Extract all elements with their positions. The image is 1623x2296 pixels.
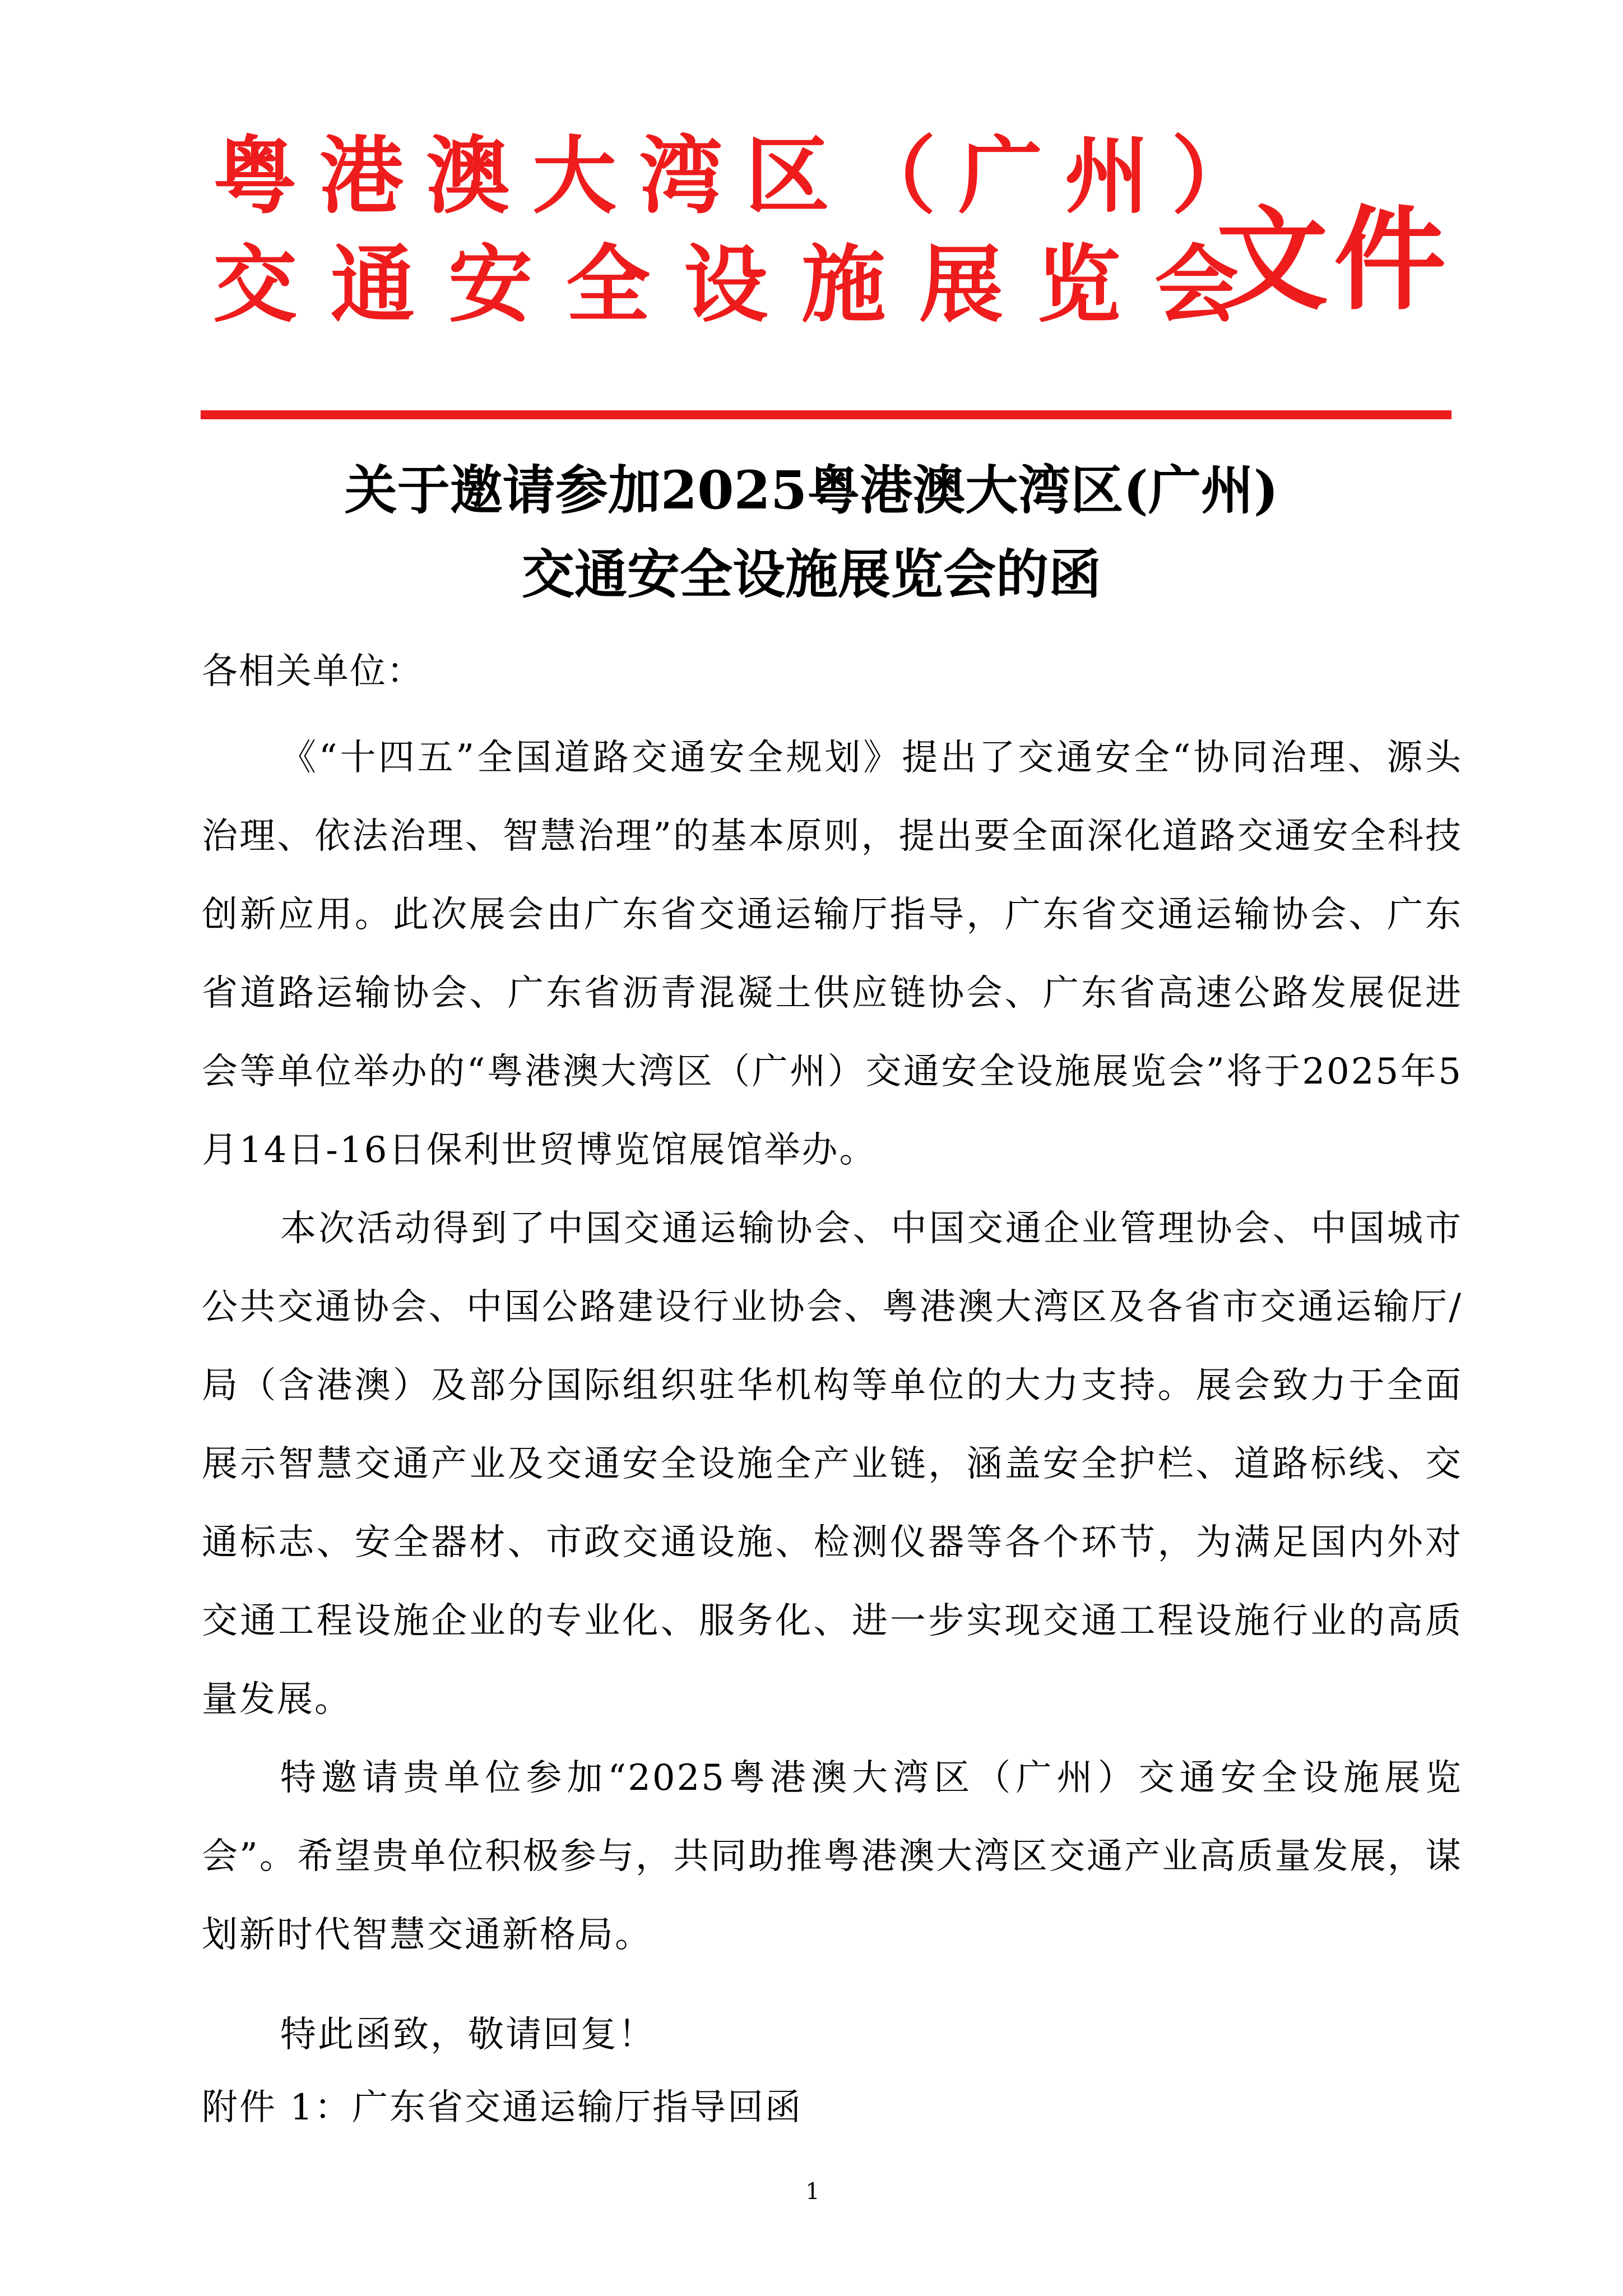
letter-body bbox=[202, 719, 1463, 1974]
salutation: 各相关单位： bbox=[202, 651, 424, 692]
document-title-line-2: 交通安全设施展览会的函 bbox=[521, 544, 1101, 605]
header-red-divider bbox=[201, 410, 1452, 419]
body-paragraph-3: 特邀请贵单位参加“2025粤港澳大湾区（广州）交通安全设施展览会”。希望贵单位积极参与，共同助推粤港澳大湾区交通产业高质量发展，谋划新时代智慧交通新格局。 bbox=[202, 1757, 1463, 1956]
header-org-line-1: 粤港澳大湾区（广州） bbox=[213, 128, 1278, 225]
header-document-type: 文件 bbox=[1216, 195, 1452, 326]
page-number: 1 bbox=[805, 2179, 820, 2205]
body-paragraph-1: 《“十四五”全国道路交通安全规划》提出了交通安全“协同治理、源头治理、依法治理、智慧治理”的基本原则，提出要全面深化道路交通安全科技创新应用。此次展会由广东省交通运输厅指导，广东省交通运输协会、广东省道路运输协会、广东省沥青混凝土供应链协会、广东省高速公路发展促进会等单位举办的“粤港澳大湾区（广州）交通安全设施展览会”将于2025年5月14日-16日保利世贸博览馆展馆举办。 bbox=[202, 737, 1463, 1171]
attachment-note: 附件 1：广东省交通运输厅指导回函 bbox=[202, 2087, 803, 2128]
body-paragraph-2: 本次活动得到了中国交通运输协会、中国交通企业管理协会、中国城市公共交通协会、中国公路建设行业协会、粤港澳大湾区及各省市交通运输厅/局（含港澳）及部分国际组织驻华机构等单位的大力支持。展会致力于全面展示智慧交通产业及交通安全设施全产业链，涵盖安全护栏、道路标线、交通标志、安全器材、市政交通设施、检测仪器等各个环节，为满足国内外对交通工程设施企业的专业化、服务化、进一步实现交通工程设施行业的高质量发展。 bbox=[202, 1208, 1463, 1720]
document-title bbox=[168, 448, 1455, 617]
document-header-organization bbox=[213, 128, 1278, 334]
closing-remark: 特此函致，敬请回复！ bbox=[280, 2014, 656, 2056]
header-org-line-2: 交通安全设施展览会 bbox=[213, 237, 1273, 334]
document-title-line-1: 关于邀请参加2025粤港澳大湾区(广州) bbox=[344, 460, 1279, 521]
